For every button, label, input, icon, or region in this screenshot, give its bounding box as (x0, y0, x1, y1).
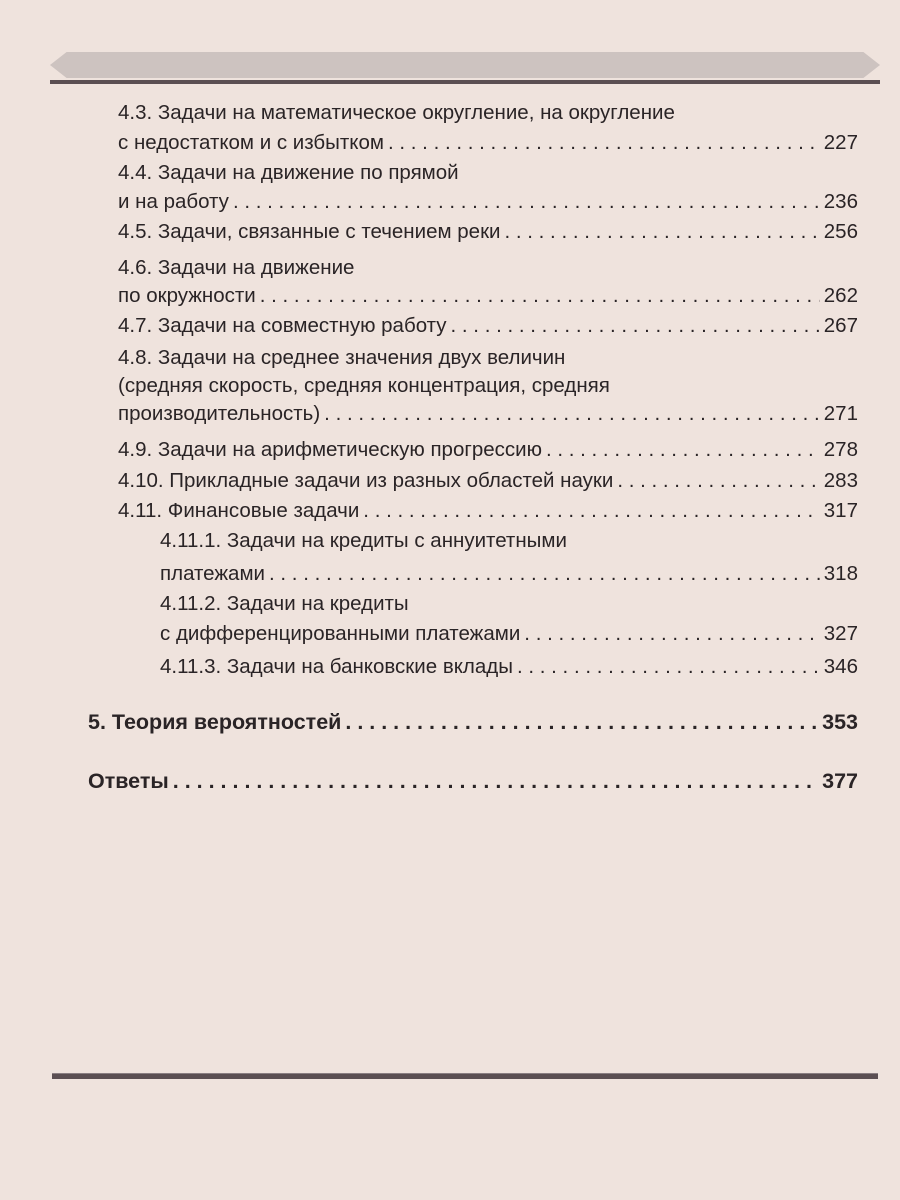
toc-entry (160, 653, 858, 681)
toc-entry-page: 327 (823, 622, 858, 645)
toc-entry (118, 312, 858, 340)
toc-entry-title: с дифференцированными платежами (160, 622, 521, 645)
toc-entry (88, 708, 858, 736)
toc-leader-dots (363, 497, 819, 525)
toc-entry-title: Ответы (88, 769, 169, 793)
toc-leader-dots (269, 560, 820, 588)
toc-entry-title: 5. Теория вероятностей (88, 710, 342, 734)
toc-entry (118, 400, 858, 428)
toc-entry-page: 318 (823, 562, 858, 585)
toc-entry (118, 218, 858, 246)
footer-rule (52, 1073, 878, 1079)
toc-entry-page: 267 (823, 314, 858, 337)
toc-entry (118, 254, 858, 282)
toc-entry-title: 4.4. Задачи на движение по прямой (118, 161, 459, 184)
toc-entry (118, 129, 858, 157)
toc-leader-dots (260, 282, 820, 310)
toc-entry-title: с недостатком и с избытком (118, 131, 384, 154)
toc-entry (160, 590, 858, 618)
toc-leader-dots (524, 620, 819, 648)
toc-entry-page: 346 (823, 655, 858, 678)
toc-entry-title: 4.5. Задачи, связанные с течением реки (118, 220, 501, 243)
toc-entry-page: 353 (822, 710, 858, 734)
toc-entry-title: 4.6. Задачи на движение (118, 256, 355, 279)
toc-entry-title: 4.11.1. Задачи на кредиты с аннуитетными (160, 529, 567, 552)
toc-entry (160, 560, 858, 588)
toc-entry-title: производительность) (118, 402, 321, 425)
toc-entry (118, 282, 858, 310)
toc-entry (118, 497, 858, 525)
toc-entry (118, 467, 858, 495)
toc-entry-title: и на работу (118, 190, 229, 213)
toc-entry-title: 4.10. Прикладные задачи из разных областей науки (118, 469, 614, 492)
toc-entry-page: 262 (823, 284, 858, 307)
toc-leader-dots (233, 188, 820, 216)
toc-entry (118, 99, 858, 127)
toc-leader-dots (173, 767, 818, 795)
toc-leader-dots (451, 312, 820, 340)
toc-leader-dots (324, 400, 820, 428)
toc-leader-dots (388, 129, 820, 157)
header-ribbon (50, 52, 880, 78)
toc-entry-title: 4.11.3. Задачи на банковские вклады (160, 655, 513, 678)
toc-entry (118, 436, 858, 464)
toc-entry (118, 372, 858, 400)
toc-entry-title: 4.11. Финансовые задачи (118, 499, 360, 522)
toc-entry-title: 4.7. Задачи на совместную работу (118, 314, 447, 337)
toc-entry-page: 317 (823, 499, 858, 522)
toc-entry-page: 227 (823, 131, 858, 154)
toc-entry (118, 344, 858, 372)
toc-entry-page: 283 (823, 469, 858, 492)
toc-entry-title: по окружности (118, 284, 256, 307)
toc-entry-title: 4.11.2. Задачи на кредиты (160, 592, 409, 615)
toc-entry-title: платежами (160, 562, 266, 585)
toc-leader-dots (617, 467, 819, 495)
toc-entry (118, 159, 858, 187)
toc-leader-dots (546, 436, 820, 464)
toc-leader-dots (504, 218, 819, 246)
toc-entry-page: 256 (823, 220, 858, 243)
toc-entry-title: 4.9. Задачи на арифметическую прогрессию (118, 438, 542, 461)
toc-leader-dots (517, 653, 820, 681)
toc-entry-title: (средняя скорость, средняя концентрация, средняя (118, 374, 610, 397)
toc-entry (160, 620, 858, 648)
toc-entry-page: 278 (823, 438, 858, 461)
toc-entry-title: 4.3. Задачи на математическое округление, на округление (118, 101, 675, 124)
toc-entry (160, 527, 858, 555)
toc-entry-page: 271 (823, 402, 858, 425)
toc-leader-dots (345, 708, 818, 736)
toc-entry-title: 4.8. Задачи на среднее значения двух величин (118, 346, 566, 369)
toc-entry (88, 767, 858, 795)
toc-entry-page: 236 (823, 190, 858, 213)
toc-entry (118, 188, 858, 216)
toc-entry-page: 377 (822, 769, 858, 793)
header-rule (50, 80, 880, 84)
